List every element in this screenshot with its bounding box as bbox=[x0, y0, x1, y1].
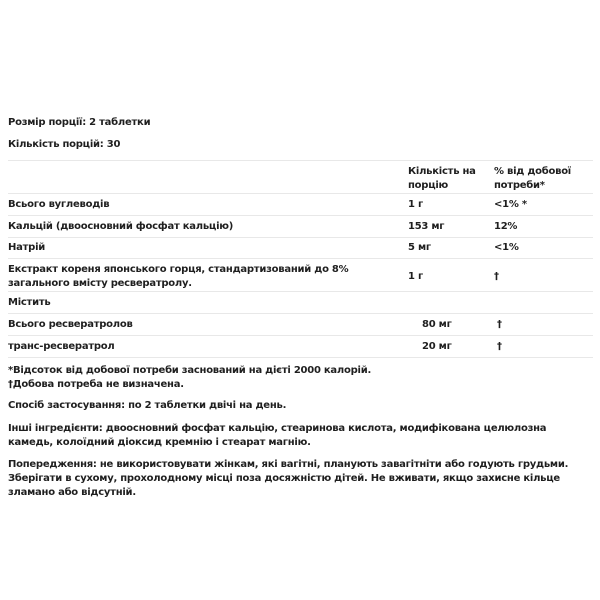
row-daily-value: 12% bbox=[494, 221, 518, 232]
divider bbox=[8, 237, 593, 238]
row-name: транс-ресвератрол bbox=[8, 341, 115, 352]
row-name: Екстракт кореня японського горця, стандартизований до 8% загального вмісту ресвератролу. bbox=[8, 264, 349, 289]
row-amount: 5 мг bbox=[408, 242, 431, 253]
row-amount: 1 г bbox=[408, 199, 423, 210]
row-daily-value: <1% bbox=[494, 242, 519, 253]
row-name: Натрій bbox=[8, 242, 46, 253]
divider bbox=[8, 313, 593, 314]
row-daily-value: † bbox=[494, 271, 499, 282]
divider bbox=[8, 258, 593, 259]
other-ingredients: Інші інгредієнти: двоосновний фосфат кальцію, стеаринова кислота, модифікована целюлозна камедь, колоїдний діоксид кремнію і стеарат магнію. bbox=[8, 423, 547, 448]
row-amount: 1 г bbox=[408, 271, 423, 282]
header-amount: Кількість на порцію bbox=[408, 166, 476, 191]
row-daily-value: <1% * bbox=[494, 199, 527, 210]
row-daily-value: † bbox=[497, 341, 502, 352]
row-name: Кальцій (двоосновний фосфат кальцію) bbox=[8, 221, 234, 232]
row-daily-value: † bbox=[497, 319, 502, 330]
divider bbox=[8, 160, 593, 161]
footnote-dagger: †Добова потреба не визначена. bbox=[8, 379, 184, 390]
header-daily-value: % від добової потреби* bbox=[494, 166, 571, 191]
usage-directions: Спосіб застосування: по 2 таблетки двічі на день. bbox=[8, 400, 287, 411]
divider bbox=[8, 193, 593, 194]
row-name: Всього вуглеводів bbox=[8, 199, 110, 210]
row-name: Всього ресвератролов bbox=[8, 319, 133, 330]
divider bbox=[8, 215, 593, 216]
divider bbox=[8, 291, 593, 292]
row-amount: 153 мг bbox=[408, 221, 445, 232]
servings-count: Кількість порцій: 30 bbox=[8, 139, 121, 150]
divider bbox=[8, 335, 593, 336]
row-amount: 80 мг bbox=[422, 319, 452, 330]
warning: Попередження: не використовувати жінкам, які вагітні, планують завагітніти або годують грудьми. Зберігати в сухому, прохолодному місці поза досяжністю дітей. Не вживати, якщо захисне кільце зламано або відсутній. bbox=[8, 459, 569, 498]
serving-size: Розмір порції: 2 таблетки bbox=[8, 117, 151, 128]
row-name: Містить bbox=[8, 297, 51, 308]
row-amount: 20 мг bbox=[422, 341, 452, 352]
divider bbox=[8, 357, 593, 358]
footnote-daily-value: *Відсоток від добової потреби заснований на дієті 2000 калорій. bbox=[8, 365, 371, 376]
